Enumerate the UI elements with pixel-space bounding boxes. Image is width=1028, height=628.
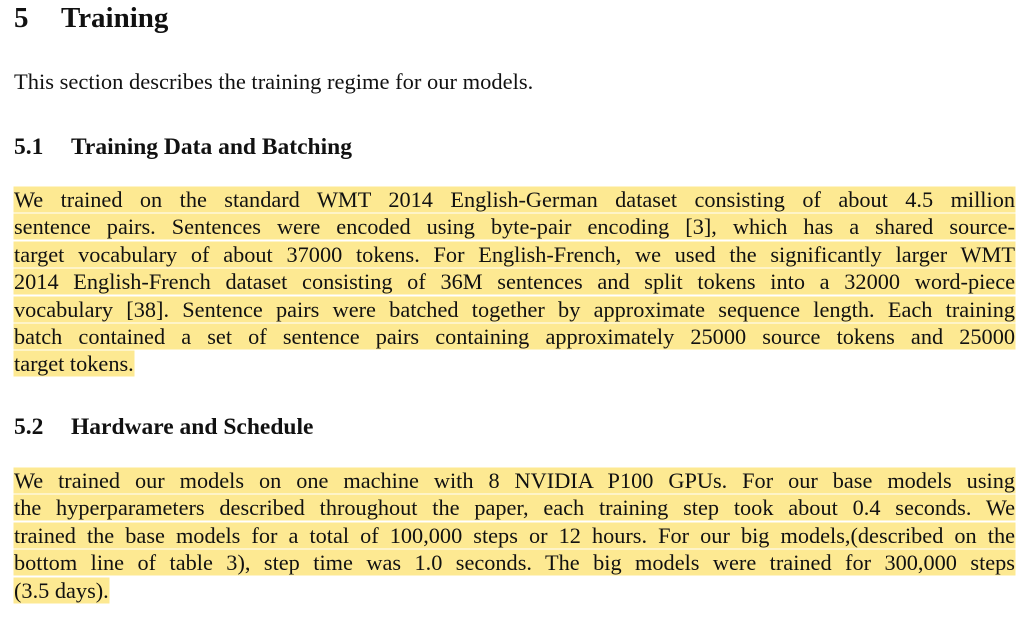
line-text: sentence pairs. Sentences were encoded using byte-pair encoding [3], which has a shared source- [14, 214, 1015, 240]
subsection-title: Training Data and Batching [71, 134, 352, 160]
subsection-heading-hardware [14, 414, 313, 441]
highlighted-line [14, 186, 1015, 213]
line-text: We trained on the standard WMT 2014 English-German dataset consisting of about 4.5 million [14, 187, 1015, 212]
line-text: target vocabulary of about 37000 tokens. For English-French, we used the significantly larger WMT [14, 241, 1015, 267]
highlighted-line [14, 577, 1015, 604]
highlighted-line [14, 522, 1015, 549]
highlighted-line [14, 213, 1015, 240]
line-text: 2014 English-French dataset consisting of 36M sentences and split tokens into a 32000 word-piece [14, 269, 1015, 295]
highlighted-line [14, 467, 1015, 494]
highlighted-line [14, 323, 1015, 350]
highlighted-line [14, 268, 1015, 295]
line-text: batch contained a set of sentence pairs containing approximately 25000 source tokens and 25000 [14, 324, 1015, 350]
highlighted-line [14, 241, 1015, 268]
line-text: vocabulary [38]. Sentence pairs were batched together by approximate sequence length. Each training [14, 296, 1015, 322]
subsection-title: Hardware and Schedule [71, 414, 314, 440]
highlighted-line [14, 350, 1015, 377]
paragraph-hardware [14, 467, 1015, 604]
section-number: 5 [14, 2, 29, 34]
paragraph-training-data [14, 186, 1015, 378]
highlighted-line [14, 296, 1015, 323]
line-text: bottom line of table 3), step time was 1.0 seconds. The big models were trained for 300,000 steps [14, 550, 1015, 576]
line-text: We trained our models on one machine with 8 NVIDIA P100 GPUs. For our base models using [14, 468, 1015, 493]
subsection-number: 5.2 [14, 414, 44, 440]
highlighted-line [14, 494, 1015, 521]
subsection-heading-training-data [14, 134, 352, 161]
line-text: trained the base models for a total of 100,000 steps or 12 hours. For our big models,(described on the [14, 522, 1015, 548]
section-heading [14, 2, 168, 35]
section-intro: This section describes the training regime for our models. [14, 69, 534, 94]
section-title: Training [61, 2, 169, 34]
highlighted-line [14, 549, 1015, 576]
subsection-number: 5.1 [14, 134, 44, 160]
line-text: (3.5 days). [14, 577, 109, 603]
line-text: target tokens. [14, 351, 134, 377]
line-text: the hyperparameters described throughout the paper, each training step took about 0.4 seconds. We [14, 495, 1015, 521]
